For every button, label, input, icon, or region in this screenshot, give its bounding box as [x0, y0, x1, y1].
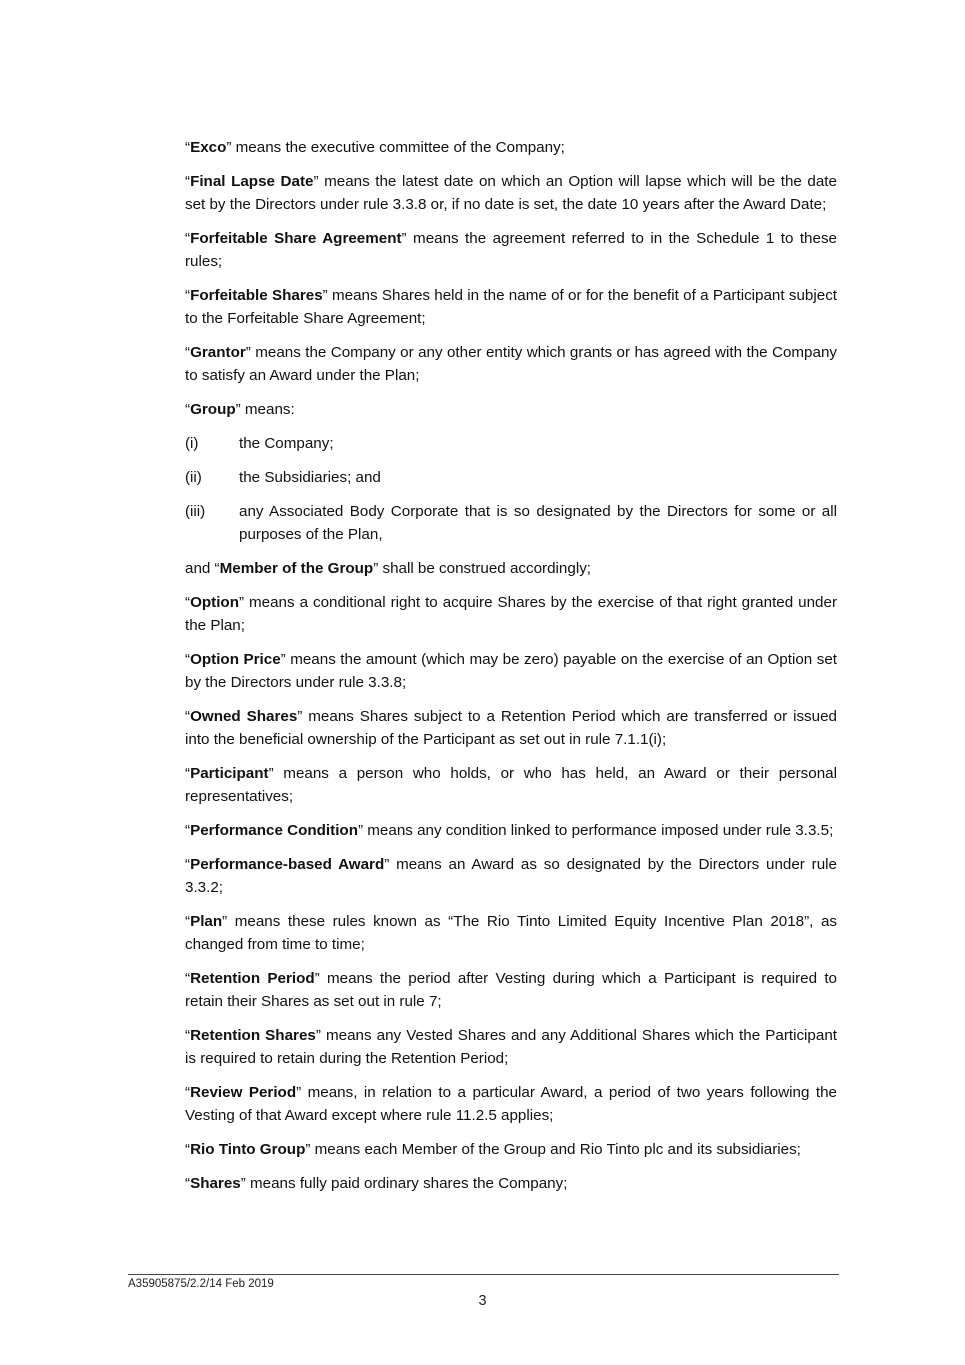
footer-divider — [128, 1274, 839, 1275]
list-text: the Subsidiaries; and — [239, 469, 381, 486]
definition-option: “Option” means a conditional right to acquire Shares by the exercise of that right granted under the Plan; — [185, 594, 837, 634]
member-of-group-clause: and “Member of the Group” shall be construed accordingly; — [185, 560, 592, 577]
list-text: any Associated Body Corporate that is so designated by the Directors for some or all purposes of the Plan, — [239, 503, 837, 543]
definition-performance-condition: “Performance Condition” means any condition linked to performance imposed under rule 3.3.5; — [185, 822, 834, 839]
page-number: 3 — [478, 1293, 487, 1309]
definition-grantor: “Grantor” means the Company or any other entity which grants or has agreed with the Company to satisfy an Award under the Plan; — [185, 344, 837, 384]
group-list-item — [185, 500, 837, 546]
list-number: (iii) — [185, 503, 206, 520]
document-reference: A35905875/2.2/14 Feb 2019 — [128, 1278, 274, 1290]
list-text: the Company; — [239, 435, 334, 452]
definition-review-period: “Review Period” means, in relation to a particular Award, a period of two years following the Vesting of that Award except where rule 11.2.5 applies; — [185, 1084, 837, 1124]
list-number: (i) — [185, 435, 199, 452]
definition-final-lapse-date: “Final Lapse Date” means the latest date on which an Option will lapse which will be the date set by the Directors under rule 3.3.8 or, if no date is set, the date 10 years after the Award Date; — [185, 173, 837, 213]
group-list-item — [185, 466, 837, 489]
definition-retention-shares: “Retention Shares” means any Vested Shares and any Additional Shares which the Participant is required to retain during the Retention Period; — [185, 1027, 837, 1067]
definition-participant: “Participant” means a person who holds, or who has held, an Award or their personal representatives; — [185, 765, 837, 805]
definition-option-price: “Option Price” means the amount (which may be zero) payable on the exercise of an Option set by the Directors under rule 3.3.8; — [185, 651, 837, 691]
definition-performance-based-award: “Performance-based Award” means an Award as so designated by the Directors under rule 3.3.2; — [185, 856, 837, 896]
definition-retention-period: “Retention Period” means the period after Vesting during which a Participant is required to retain their Shares as set out in rule 7; — [185, 970, 837, 1010]
definitions-section — [185, 136, 837, 1206]
definition-owned-shares: “Owned Shares” means Shares subject to a Retention Period which are transferred or issued into the beneficial ownership of the Participant as set out in rule 7.1.1(i); — [185, 708, 837, 748]
definition-exco: “Exco” means the executive committee of the Company; — [185, 139, 565, 156]
definition-forfeitable-share-agreement: “Forfeitable Share Agreement” means the agreement referred to in the Schedule 1 to these rules; — [185, 230, 837, 270]
definition-rio-tinto-group: “Rio Tinto Group” means each Member of the Group and Rio Tinto plc and its subsidiaries; — [185, 1141, 801, 1158]
definition-shares: “Shares” means fully paid ordinary shares the Company; — [185, 1175, 568, 1192]
definition-group: “Group” means: — [185, 401, 295, 418]
definition-forfeitable-shares: “Forfeitable Shares” means Shares held in the name of or for the benefit of a Participant subject to the Forfeitable Share Agreement; — [185, 287, 838, 327]
group-list-item — [185, 432, 837, 455]
list-number: (ii) — [185, 469, 202, 486]
definition-plan: “Plan” means these rules known as “The Rio Tinto Limited Equity Incentive Plan 2018”, as changed from time to time; — [185, 913, 837, 953]
